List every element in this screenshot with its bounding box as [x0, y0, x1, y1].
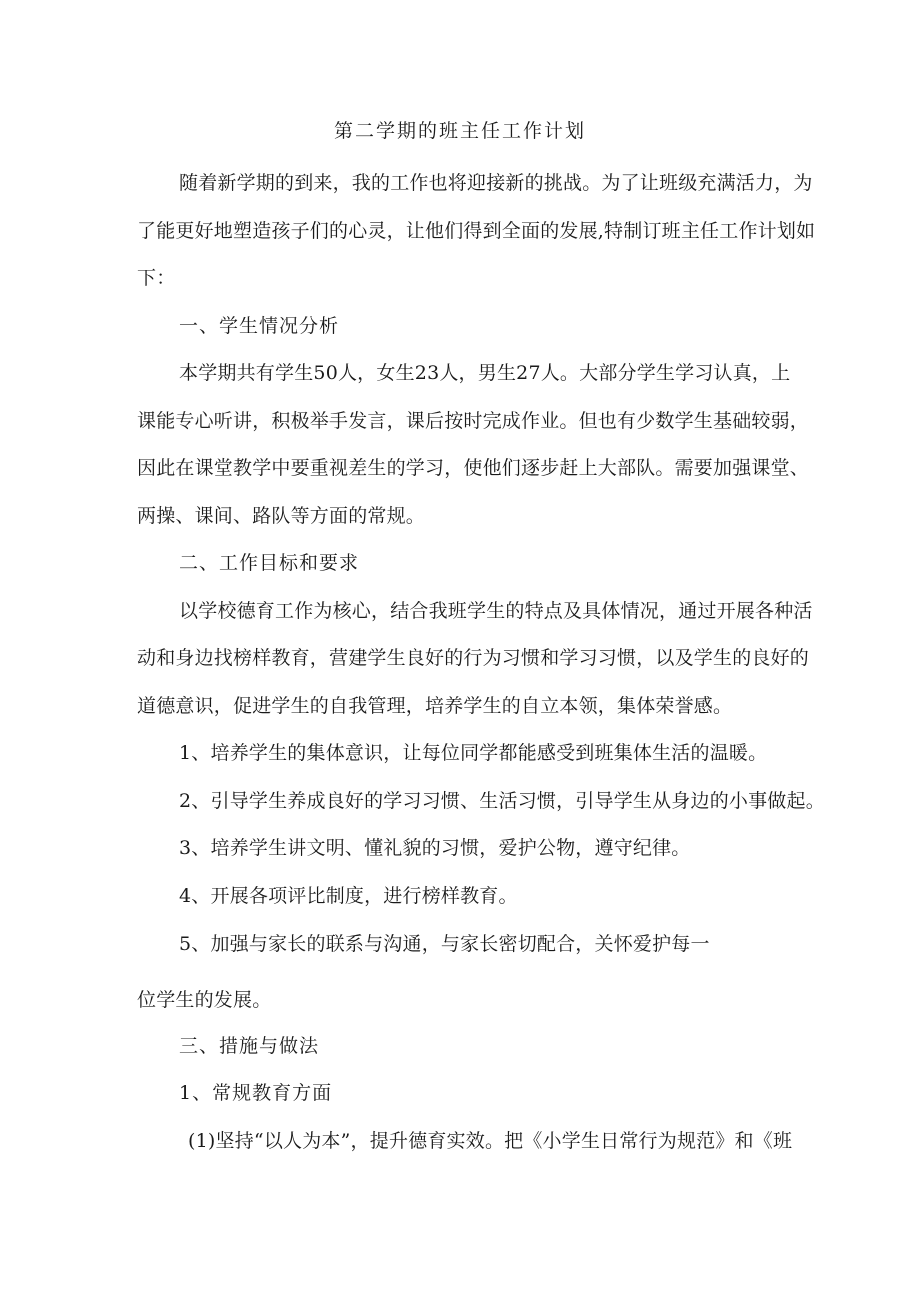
section2-line-3: 道德意识，促进学生的自我管理，培养学生的自立本领，集体荣誉感。	[137, 695, 733, 717]
section1-line-3: 因此在课堂教学中要重视差生的学习，使他们逐步赶上大部队。需要加强课堂、	[137, 457, 810, 479]
goal-item-4: 4、开展各项评比制度，进行榜样教育。	[179, 885, 518, 907]
intro-line-1: 随着新学期的到来，我的工作也将迎接新的挑战。为了让班级充满活力，为	[179, 172, 813, 194]
document-title: 第二学期的班主任工作计划	[333, 120, 586, 142]
goal-item-5: 5、加强与家长的联系与沟通，与家长密切配合，关怀爱护每一	[179, 933, 710, 955]
intro-line-3: 下：	[137, 267, 176, 289]
goal-item-2: 2、引导学生养成良好的学习习惯、生活习惯，引导学生从身边的小事做起。	[179, 790, 825, 812]
section1-line-4: 两操、课间、路队等方面的常规。	[137, 505, 426, 527]
intro-line-2: 了能更好地塑造孩子们的心灵，让他们得到全面的发展,特制订班主任工作计划如	[137, 220, 816, 242]
measure-item-1: (1)坚持“以人为本”，提升德育实效。把《小学生日常行为规范》和《班	[188, 1130, 793, 1152]
goal-item-5-continued: 位学生的发展。	[137, 989, 272, 1011]
section-heading-2: 二、工作目标和要求	[179, 552, 360, 574]
section2-line-1: 以学校德育工作为核心，结合我班学生的特点及具体情况，通过开展各种活	[179, 600, 813, 622]
section-heading-3: 三、措施与做法	[179, 1035, 320, 1057]
goal-item-1: 1、培养学生的集体意识，让每位同学都能感受到班集体生活的温暖。	[179, 742, 768, 764]
subsection-heading: 1、常规教育方面	[179, 1082, 333, 1104]
goal-item-3: 3、培养学生讲文明、懂礼貌的习惯，爱护公物，遵守纪律。	[179, 837, 691, 859]
section1-line-1: 本学期共有学生50人，女生23人，男生27人。大部分学生学习认真，上	[179, 362, 791, 384]
section2-line-2: 动和身边找榜样教育，营建学生良好的行为习惯和学习习惯，以及学生的良好的	[137, 647, 810, 669]
section1-line-2: 课能专心听讲，积极举手发言，课后按时完成作业。但也有少数学生基础较弱，	[137, 410, 810, 432]
section-heading-1: 一、学生情况分析	[179, 315, 340, 337]
